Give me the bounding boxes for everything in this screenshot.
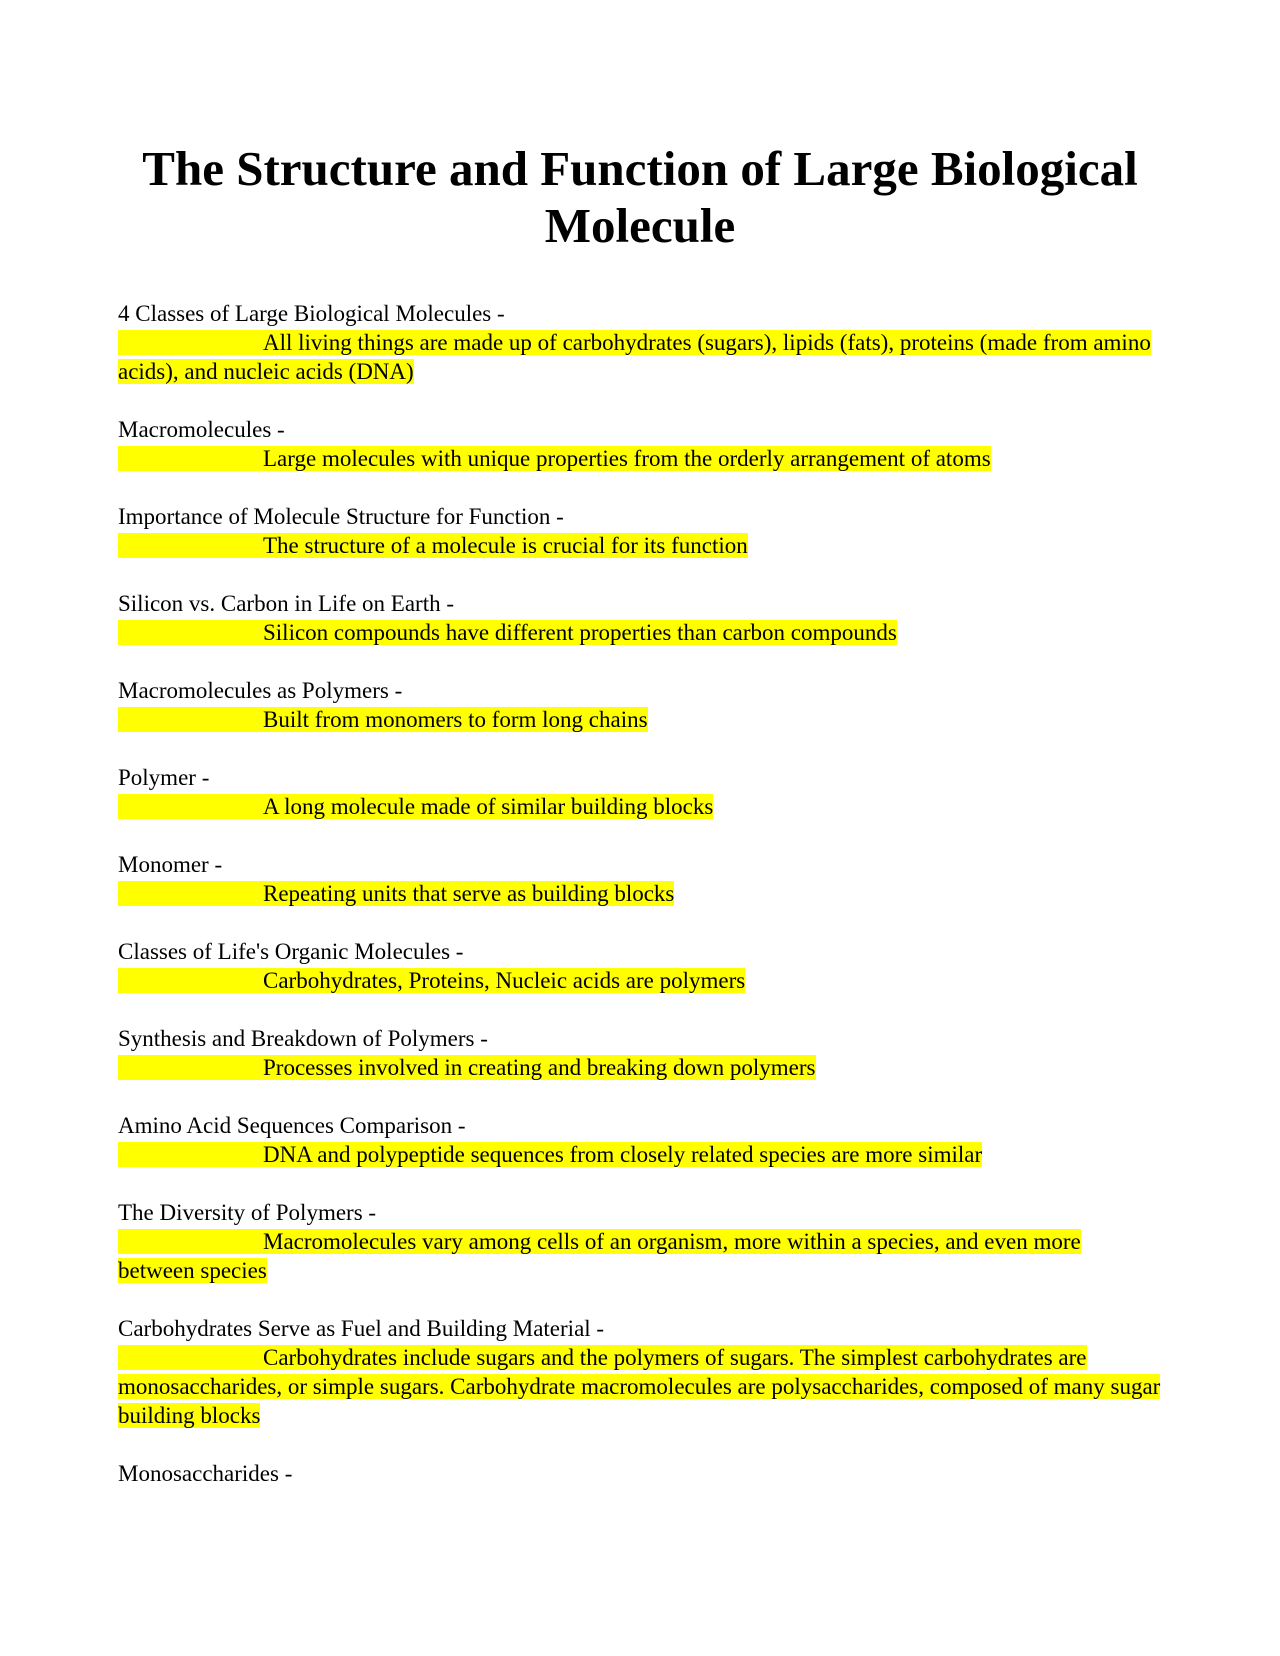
highlighted-definition xyxy=(118,881,674,906)
highlighted-definition xyxy=(118,620,897,645)
entry-item xyxy=(118,1459,1162,1488)
page-title: The Structure and Function of Large Biological Molecule xyxy=(142,141,1138,253)
entry-term: Importance of Molecule Structure for Function - xyxy=(118,504,564,529)
entry-item xyxy=(118,1198,1162,1285)
entry-item xyxy=(118,1024,1162,1082)
definition-text: A long molecule made of similar building blocks xyxy=(263,794,714,819)
entry-item xyxy=(118,415,1162,473)
entry-item xyxy=(118,763,1162,821)
definition-text: Built from monomers to form long chains xyxy=(263,707,648,732)
highlighted-definition xyxy=(118,446,991,471)
entry-definition xyxy=(118,879,1162,908)
entry-term: The Diversity of Polymers - xyxy=(118,1200,377,1225)
highlighted-definition xyxy=(118,1055,816,1080)
entry-definition xyxy=(118,966,1162,995)
definition-indent xyxy=(118,1074,263,1075)
highlighted-definition xyxy=(118,794,713,819)
entry-definition xyxy=(118,1053,1162,1082)
entry-term: Monosaccharides - xyxy=(118,1461,293,1486)
entry-definition xyxy=(118,1140,1162,1169)
entry-definition xyxy=(118,531,1162,560)
highlighted-definition xyxy=(118,533,748,558)
definition-indent xyxy=(118,726,263,727)
definition-indent xyxy=(118,813,263,814)
entry-term: Amino Acid Sequences Comparison - xyxy=(118,1113,466,1138)
definition-indent xyxy=(118,1161,263,1162)
entry-term: 4 Classes of Large Biological Molecules - xyxy=(118,301,505,326)
entry-term: Synthesis and Breakdown of Polymers - xyxy=(118,1026,488,1051)
entry-term: Polymer - xyxy=(118,765,210,790)
highlighted-definition xyxy=(118,968,745,993)
entry-term: Silicon vs. Carbon in Life on Earth - xyxy=(118,591,454,616)
entry-definition xyxy=(118,792,1162,821)
entry-definition xyxy=(118,1343,1162,1430)
definition-text: Carbohydrates, Proteins, Nucleic acids are polymers xyxy=(263,968,746,993)
entry-definition xyxy=(118,618,1162,647)
definition-text: Silicon compounds have different properties than carbon compounds xyxy=(263,620,897,645)
entry-item xyxy=(118,1111,1162,1169)
highlighted-definition xyxy=(118,1345,1160,1428)
definition-text: The structure of a molecule is crucial for its function xyxy=(263,533,748,558)
entry-term: Monomer - xyxy=(118,852,223,877)
definition-indent xyxy=(118,552,263,553)
entry-item xyxy=(118,299,1162,386)
entry-list xyxy=(118,299,1162,1488)
definition-text: Repeating units that serve as building blocks xyxy=(263,881,675,906)
entry-term: Macromolecules as Polymers - xyxy=(118,678,403,703)
definition-text: All living things are made up of carbohydrates (sugars), lipids (fats), proteins (made from amino acids), and nucleic acids (DNA) xyxy=(118,330,1151,384)
document-page xyxy=(118,140,1162,1517)
entry-definition xyxy=(118,328,1162,386)
entry-definition xyxy=(118,444,1162,473)
entry-item xyxy=(118,1314,1162,1430)
highlighted-definition xyxy=(118,1229,1081,1283)
entry-item xyxy=(118,850,1162,908)
definition-indent xyxy=(118,900,263,901)
definition-indent xyxy=(118,639,263,640)
definition-indent xyxy=(118,465,263,466)
entry-term: Macromolecules - xyxy=(118,417,285,442)
definition-indent xyxy=(118,987,263,988)
definition-text: Processes involved in creating and breaking down polymers xyxy=(263,1055,816,1080)
entry-item xyxy=(118,676,1162,734)
highlighted-definition xyxy=(118,707,648,732)
definition-text: DNA and polypeptide sequences from closely related species are more similar xyxy=(263,1142,983,1167)
entry-item xyxy=(118,502,1162,560)
entry-item xyxy=(118,589,1162,647)
definition-text: Macromolecules vary among cells of an organism, more within a species, and even more between species xyxy=(118,1229,1081,1283)
definition-indent xyxy=(118,1364,263,1365)
definition-text: Large molecules with unique properties from the orderly arrangement of atoms xyxy=(263,446,991,471)
entry-term: Carbohydrates Serve as Fuel and Building Material - xyxy=(118,1316,605,1341)
definition-text: Carbohydrates include sugars and the polymers of sugars. The simplest carbohydrates are monosaccharides, or simple sugars. Carbohydrate macromolecules are polysaccharides, composed of many sugar building blocks xyxy=(118,1345,1161,1428)
entry-definition xyxy=(118,1227,1162,1285)
highlighted-definition xyxy=(118,1142,982,1167)
entry-item xyxy=(118,937,1162,995)
highlighted-definition xyxy=(118,330,1151,384)
entry-definition xyxy=(118,705,1162,734)
definition-indent xyxy=(118,1248,263,1249)
entry-term: Classes of Life's Organic Molecules - xyxy=(118,939,464,964)
definition-indent xyxy=(118,349,263,350)
